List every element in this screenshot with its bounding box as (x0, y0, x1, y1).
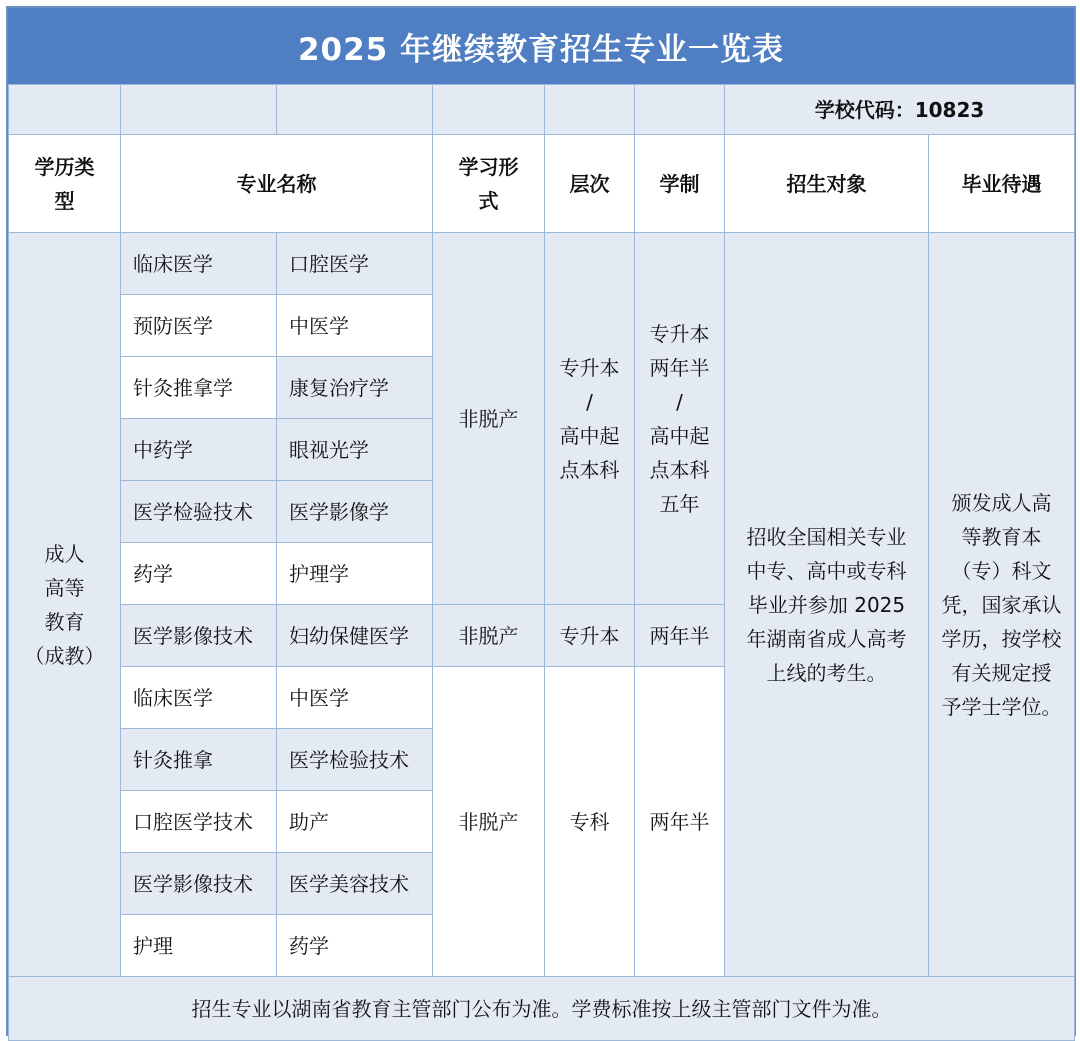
blank-cell (121, 85, 277, 135)
header-benefit: 毕业待遇 (929, 135, 1075, 233)
major-cell: 护理学 (277, 543, 433, 605)
header-row (9, 135, 1075, 233)
major-cell: 医学影像学 (277, 481, 433, 543)
header-level: 层次 (545, 135, 635, 233)
blank-cell (277, 85, 433, 135)
major-cell: 临床医学 (121, 233, 277, 295)
level-cell: 专科 (545, 667, 635, 977)
duration-cell: 专升本 两年半 / 高中起 点本科 五年 (635, 233, 725, 605)
major-cell: 医学检验技术 (277, 729, 433, 791)
major-cell: 眼视光学 (277, 419, 433, 481)
major-cell: 中药学 (121, 419, 277, 481)
major-cell: 中医学 (277, 667, 433, 729)
page-title: 2025 年继续教育招生专业一览表 (8, 8, 1074, 84)
majors-table (8, 84, 1075, 1041)
major-cell: 预防医学 (121, 295, 277, 357)
header-major-name: 专业名称 (121, 135, 433, 233)
major-cell: 医学影像技术 (121, 605, 277, 667)
header-study-form: 学习形 式 (433, 135, 545, 233)
level-cell: 专升本 (545, 605, 635, 667)
major-cell: 医学检验技术 (121, 481, 277, 543)
study-form-cell: 非脱产 (433, 233, 545, 605)
education-type-cell: 成人 高等 教育 （成教） (9, 233, 121, 977)
major-cell: 口腔医学 (277, 233, 433, 295)
study-form-cell: 非脱产 (433, 667, 545, 977)
blank-cell (433, 85, 545, 135)
major-cell: 医学影像技术 (121, 853, 277, 915)
major-cell: 口腔医学技术 (121, 791, 277, 853)
school-code-row (9, 85, 1075, 135)
major-cell: 临床医学 (121, 667, 277, 729)
major-cell: 药学 (277, 915, 433, 977)
major-cell: 护理 (121, 915, 277, 977)
blank-cell (545, 85, 635, 135)
table-row (9, 233, 1075, 295)
duration-cell: 两年半 (635, 605, 725, 667)
header-duration: 学制 (635, 135, 725, 233)
major-cell: 药学 (121, 543, 277, 605)
level-cell: 专升本 / 高中起 点本科 (545, 233, 635, 605)
enrollment-table-frame (6, 6, 1076, 1036)
school-code: 学校代码：10823 (725, 85, 1075, 135)
footnote: 招生专业以湖南省教育主管部门公布为准。学费标准按上级主管部门文件为准。 (9, 977, 1075, 1041)
major-cell: 针灸推拿 (121, 729, 277, 791)
footnote-row (9, 977, 1075, 1041)
target-cell: 招收全国相关专业 中专、高中或专科 毕业并参加 2025 年湖南省成人高考 上线的考生。 (725, 233, 929, 977)
header-target: 招生对象 (725, 135, 929, 233)
blank-cell (635, 85, 725, 135)
header-education-type: 学历类 型 (9, 135, 121, 233)
duration-cell: 两年半 (635, 667, 725, 977)
major-cell: 医学美容技术 (277, 853, 433, 915)
major-cell: 妇幼保健医学 (277, 605, 433, 667)
major-cell: 针灸推拿学 (121, 357, 277, 419)
blank-cell (9, 85, 121, 135)
major-cell: 中医学 (277, 295, 433, 357)
major-cell: 助产 (277, 791, 433, 853)
benefit-cell: 颁发成人高 等教育本 （专）科文 凭，国家承认 学历，按学校 有关规定授 予学士学位。 (929, 233, 1075, 977)
major-cell: 康复治疗学 (277, 357, 433, 419)
study-form-cell: 非脱产 (433, 605, 545, 667)
